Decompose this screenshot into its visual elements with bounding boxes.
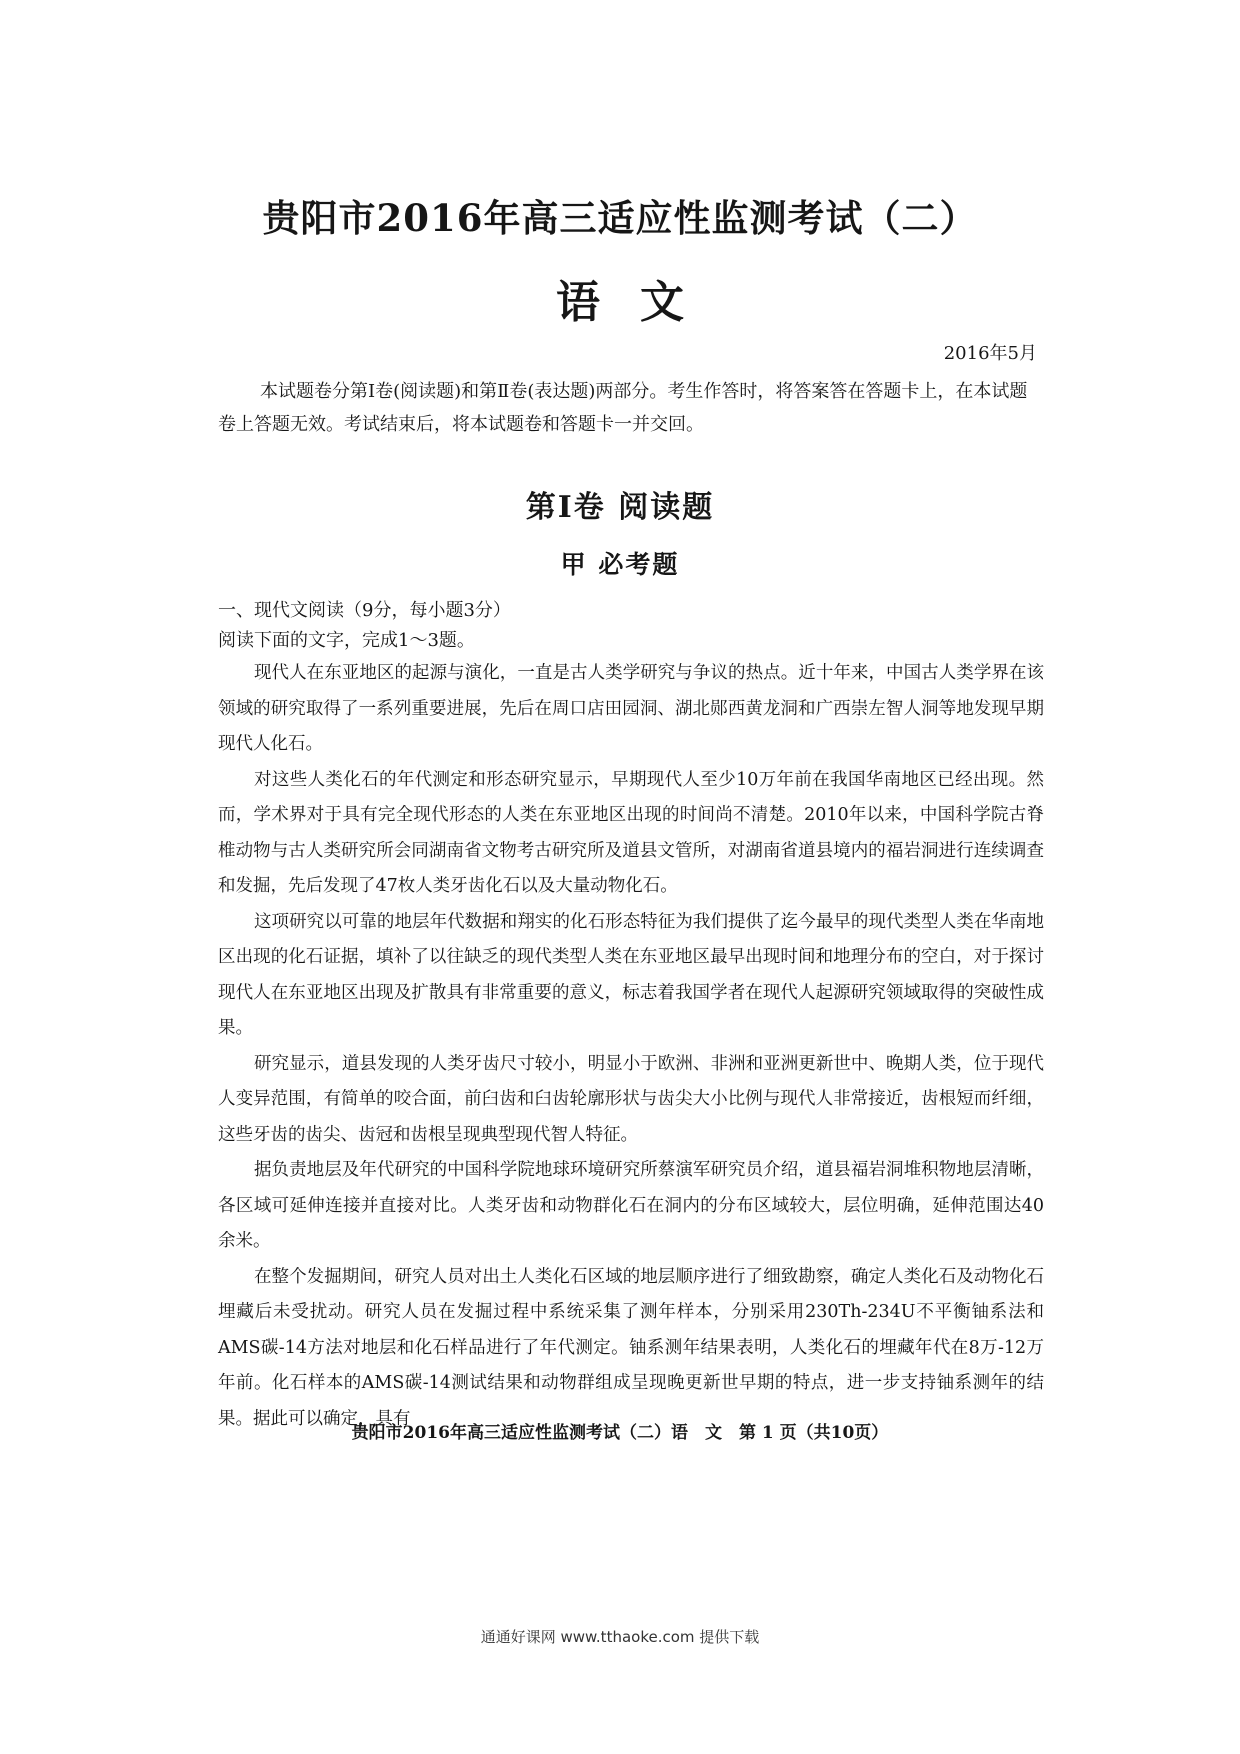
passage-paragraph: 在整个发掘期间，研究人员对出土人类化石区域的地层顺序进行了细致勘察，确定人类化石及动物化石埋藏后未受扰动。研究人员在发掘过程中系统采集了测年样本，分别采用230Th-234U不平衡铀系法和AMS碳-14方法对地层和化石样品进行了年代测定。铀系测年结果表明，人类化石的埋藏年代在8万-12万年前。化石样本的AMS碳-14测试结果和动物群组成呈现晚更新世早期的特点，进一步支持铀系测年的结果。据此可以确定，具有 (218, 1266, 1044, 1429)
passage-paragraph: 这项研究以可靠的地层年代数据和翔实的化石形态特征为我们提供了迄今最早的现代类型人类在华南地区出现的化石证据，填补了以往缺乏的现代类型人类在东亚地区最早出现时间和地理分布的空白，对于探讨现代人在东亚地区出现及扩散具有非常重要的意义，标志着我国学者在现代人起源研究领域取得的突破性成果。 (218, 911, 1044, 1038)
subject-title: 语文 (556, 277, 724, 328)
section-instruction: 阅读下面的文字，完成1～3题。 (218, 630, 475, 651)
part-title: 甲 必考题 (560, 550, 680, 579)
exam-instructions: 本试题卷分第Ⅰ卷(阅读题)和第Ⅱ卷(表达题)两部分。考生作答时，将答案答在答题卡上，在本试题卷上答题无效。考试结束后，将本试题卷和答题卡一并交回。 (218, 381, 1028, 435)
volume-title: 第Ⅰ卷 阅读题 (525, 490, 715, 525)
page-footer: 贵阳市2016年高三适应性监测考试（二）语 文 第 1 页（共10页） (351, 1423, 889, 1443)
reading-passage (218, 656, 1044, 1437)
section-heading: 一、现代文阅读（9分，每小题3分） (218, 600, 511, 621)
exam-date: 2016年5月 (943, 343, 1037, 364)
passage-paragraph: 据负责地层及年代研究的中国科学院地球环境研究所蔡演军研究员介绍，道县福岩洞堆积物地层清晰，各区域可延伸连接并直接对比。人类牙齿和动物群化石在洞内的分布区域较大，层位明确，延伸范围达40余米。 (218, 1160, 1044, 1251)
download-watermark: 通通好课网 www.tthaoke.com 提供下载 (480, 1628, 760, 1646)
passage-paragraph: 研究显示，道县发现的人类牙齿尺寸较小，明显小于欧洲、非洲和亚洲更新世中、晚期人类，位于现代人变异范围，有简单的咬合面，前臼齿和臼齿轮廓形状与齿尖大小比例与现代人非常接近，齿根短而纤细，这些牙齿的齿尖、齿冠和齿根呈现典型现代智人特征。 (218, 1053, 1044, 1145)
exam-title: 贵阳市2016年高三适应性监测考试（二） (262, 196, 978, 240)
passage-paragraph: 对这些人类化石的年代测定和形态研究显示，早期现代人至少10万年前在我国华南地区已经出现。然而，学术界对于具有完全现代形态的人类在东亚地区出现的时间尚不清楚。2010年以来，中国科学院古脊椎动物与古人类研究所会同湖南省文物考古研究所及道县文管所，对湖南省道县境内的福岩洞进行连续调查和发掘，先后发现了47枚人类牙齿化石以及大量动物化石。 (218, 769, 1044, 896)
passage-paragraph: 现代人在东亚地区的起源与演化，一直是古人类学研究与争议的热点。近十年来，中国古人类学界在该领域的研究取得了一系列重要进展，先后在周口店田园洞、湖北郧西黄龙洞和广西崇左智人洞等地发现早期现代人化石。 (218, 663, 1044, 754)
